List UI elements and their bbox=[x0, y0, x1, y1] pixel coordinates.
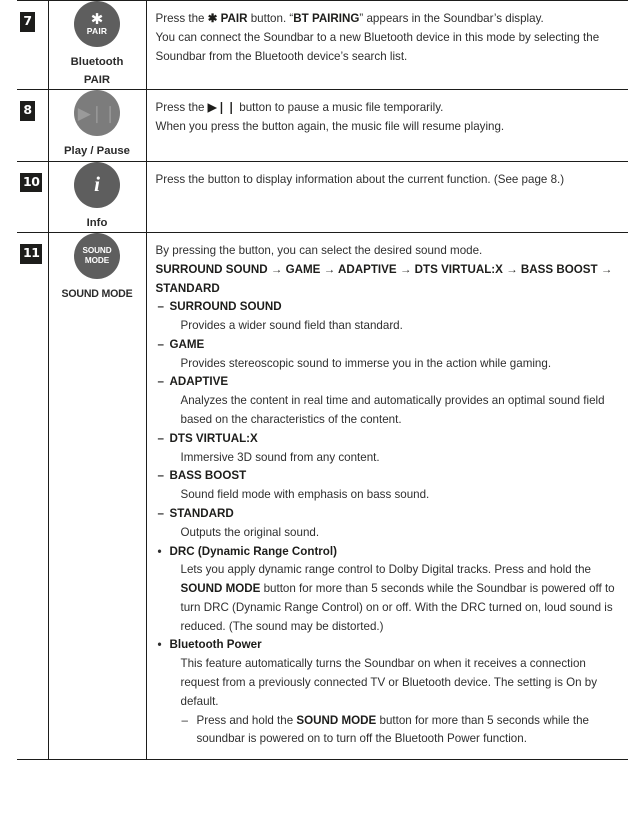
dash-marker: – bbox=[157, 300, 164, 314]
row-number-cell bbox=[17, 1, 48, 90]
row-icon-label-line: Play / Pause bbox=[64, 145, 130, 157]
mode-description: Analyzes the content in real time and automatically provides an optimal sound field based on the characteristics of the content. bbox=[180, 394, 605, 427]
list-item bbox=[181, 712, 621, 750]
mode-name: SURROUND SOUND bbox=[169, 300, 282, 314]
dash-marker: – bbox=[157, 431, 164, 445]
mode-name: ADAPTIVE bbox=[169, 375, 229, 389]
row-icon-cell bbox=[48, 233, 146, 760]
list-item bbox=[156, 336, 621, 374]
row-number-badge: 11 bbox=[20, 244, 42, 264]
row-icon-cell bbox=[48, 161, 146, 233]
description-body bbox=[147, 162, 629, 200]
feature-name: Bluetooth Power bbox=[169, 638, 262, 652]
feature-sub-text bbox=[197, 714, 589, 746]
list-item bbox=[156, 543, 621, 637]
description-body bbox=[147, 1, 629, 76]
row-number-badge: 8 bbox=[20, 101, 35, 121]
feature-description: This feature automatically turns the Soundbar on when it receives a connection request from a previously connected TV or Bluetooth device. The setting is On by default. bbox=[180, 657, 598, 708]
list-item bbox=[156, 430, 621, 468]
feature-sub-list bbox=[170, 712, 621, 750]
bullet-marker: • bbox=[157, 544, 162, 558]
feature-text-post: button for more than 5 seconds while the Soundbar is powered off to turn DRC (Dynamic Range Control) on or off. With the DRC turned on, loud sound is reduced. (The sound may be distorted.) bbox=[180, 582, 615, 633]
row-icon-label bbox=[49, 215, 146, 233]
mode-description: Provides a wider sound field than standard. bbox=[180, 319, 403, 333]
sound-mode-chain: SURROUND SOUND → GAME → ADAPTIVE → DTS VIRTUAL:X → BASS BOOST → STANDARD bbox=[155, 262, 613, 295]
description-body bbox=[147, 90, 629, 147]
row-number-badge: 7 bbox=[20, 12, 35, 32]
description-paragraph: Press the button to display information about the current function. (See page 8.) bbox=[155, 172, 565, 186]
dash-marker: – bbox=[181, 713, 188, 727]
play-pause-inline-icon: ▶❘❘ bbox=[207, 101, 237, 114]
row-description-cell bbox=[146, 161, 628, 233]
row-icon-label bbox=[49, 286, 146, 302]
mode-name: GAME bbox=[169, 337, 205, 351]
dash-marker: – bbox=[157, 506, 164, 520]
list-item bbox=[156, 373, 621, 429]
button-function-table bbox=[17, 0, 628, 760]
list-item bbox=[156, 467, 621, 505]
bluetooth-glyph: ✱ bbox=[90, 11, 104, 29]
row-number-cell bbox=[17, 161, 48, 233]
bluetooth-pair-icon bbox=[74, 1, 120, 47]
mode-description: Provides stereoscopic sound to immerse you in the action while gaming. bbox=[180, 356, 552, 370]
table-row bbox=[17, 161, 628, 233]
info-icon bbox=[74, 162, 120, 208]
row-icon-label bbox=[49, 54, 146, 89]
bt-pairing-display-text: BT PAIRING bbox=[293, 12, 360, 25]
mode-description: Immersive 3D sound from any content. bbox=[180, 450, 380, 464]
sound-mode-feature-list bbox=[156, 543, 621, 750]
play-pause-icon bbox=[74, 90, 120, 136]
sound-mode-list bbox=[156, 298, 621, 542]
mode-description: Outputs the original sound. bbox=[180, 525, 320, 539]
row-description-cell bbox=[146, 90, 628, 162]
feature-sub-pre: Press and hold the bbox=[196, 713, 297, 727]
info-glyph: i bbox=[94, 172, 100, 196]
mode-name: DTS VIRTUAL:X bbox=[169, 431, 258, 445]
mode-description: Sound field mode with emphasis on bass sound. bbox=[180, 488, 430, 502]
description-paragraph: When you press the button again, the music file will resume playing. bbox=[155, 119, 505, 133]
row-icon-cell bbox=[48, 1, 146, 90]
table-row bbox=[17, 233, 628, 760]
description-paragraph: Press the ✱ PAIR button. “BT PAIRING” appears in the Soundbar’s display. bbox=[155, 12, 544, 25]
bluetooth-inline-icon: ✱ bbox=[207, 12, 218, 25]
description-paragraph: You can connect the Soundbar to a new Bluetooth device in this mode by selecting the Soundbar from the Bluetooth device’s search list. bbox=[155, 30, 600, 63]
description-paragraph: Press the ▶❘❘ button to pause a music file temporarily. bbox=[155, 101, 444, 114]
row-icon-label bbox=[49, 143, 146, 161]
mode-name: STANDARD bbox=[169, 506, 234, 520]
sound-mode-button-ref: SOUND MODE bbox=[180, 582, 261, 596]
row-description-cell bbox=[146, 1, 628, 90]
feature-description bbox=[170, 561, 621, 636]
table-row bbox=[17, 90, 628, 162]
list-item bbox=[156, 298, 621, 336]
sound-mode-glyph-line2: MODE bbox=[84, 255, 110, 265]
row-icon-cell bbox=[48, 90, 146, 162]
sound-mode-icon bbox=[74, 233, 120, 279]
list-item bbox=[156, 505, 621, 543]
row-icon-label-line: Bluetooth bbox=[70, 56, 124, 68]
feature-name: DRC (Dynamic Range Control) bbox=[169, 544, 337, 558]
sound-mode-intro: By pressing the button, you can select the desired sound mode. bbox=[155, 244, 483, 257]
bluetooth-pair-sublabel: PAIR bbox=[86, 26, 108, 37]
dash-marker: – bbox=[157, 337, 164, 351]
sound-mode-button-ref: SOUND MODE bbox=[296, 713, 377, 727]
description-body bbox=[147, 233, 629, 759]
bullet-marker: • bbox=[157, 638, 162, 652]
row-description-cell bbox=[146, 233, 628, 760]
feature-sub-post: button for more than 5 seconds while the soundbar is powered on to turn off the Bluetooth Power function. bbox=[196, 713, 589, 746]
pair-button-name: PAIR bbox=[220, 12, 248, 25]
sound-mode-glyph-line1: SOUND bbox=[82, 246, 112, 256]
feature-text-pre: Lets you apply dynamic range control to Dolby Digital tracks. Press and hold the bbox=[180, 563, 592, 577]
play-pause-glyph: ▶❘❘ bbox=[77, 103, 117, 123]
row-number-cell bbox=[17, 90, 48, 162]
dash-marker: – bbox=[157, 469, 164, 483]
mode-name: BASS BOOST bbox=[169, 469, 247, 483]
list-item bbox=[156, 636, 621, 749]
row-icon-label-line: SOUND MODE bbox=[61, 288, 133, 300]
table-row bbox=[17, 1, 628, 90]
row-icon-label-line: Info bbox=[86, 216, 108, 229]
dash-marker: – bbox=[157, 375, 164, 389]
row-number-cell bbox=[17, 233, 48, 760]
row-number-badge: 10 bbox=[20, 173, 42, 193]
row-icon-label-line: PAIR bbox=[83, 73, 111, 86]
